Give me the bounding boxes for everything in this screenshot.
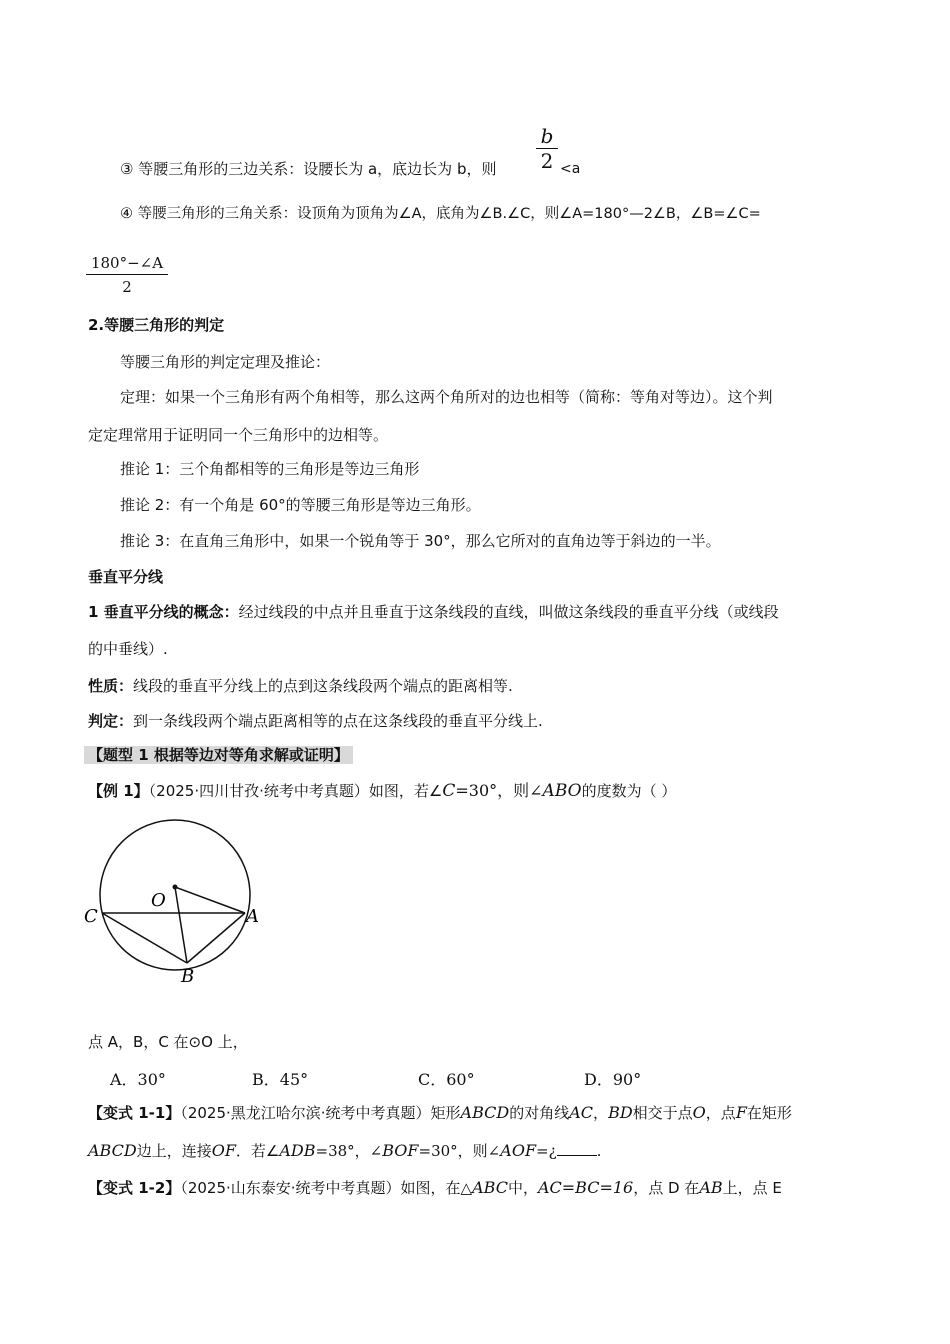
section-2-intro: 等腰三角形的判定定理及推论： bbox=[120, 353, 331, 371]
perp-concept-text: 经过线段的中点并且垂直于这条线段的直线，叫做这条线段的垂直平分线（或线段 bbox=[238, 603, 779, 621]
circle-figure bbox=[80, 810, 280, 990]
corollary-2: 推论 2：有一个角是 60°的等腰三角形是等边三角形。 bbox=[120, 496, 481, 514]
center-point bbox=[173, 885, 178, 890]
option-d: D．90° bbox=[584, 1070, 642, 1089]
topic-1-heading-text: 【题型 1 根据等边对等角求解或证明】 bbox=[84, 746, 353, 764]
segment-ob bbox=[175, 887, 187, 963]
label-c: C bbox=[84, 906, 98, 927]
topic-1-heading bbox=[84, 744, 353, 766]
answer-blank bbox=[557, 1141, 597, 1156]
option-b: B．45° bbox=[252, 1070, 309, 1089]
theorem-line-2: 定定理常用于证明同一个三角形中的边相等。 bbox=[88, 426, 389, 444]
corollary-3: 推论 3：在直角三角形中，如果一个锐角等于 30°，那么它所对的直角边等于斜边的一半。 bbox=[120, 532, 721, 550]
segment-cb bbox=[102, 913, 187, 963]
circle-o bbox=[100, 820, 250, 970]
corollary-1: 推论 1：三个角都相等的三角形是等边三角形 bbox=[120, 460, 420, 478]
label-b: B bbox=[181, 966, 195, 987]
perp-title: 垂直平分线 bbox=[88, 568, 164, 586]
property-text: 线段的垂直平分线上的点到这条线段两个端点的距离相等. bbox=[133, 677, 513, 695]
judge-text: 到一条线段两个端点距离相等的点在这条线段的垂直平分线上. bbox=[133, 712, 543, 730]
judge-label: 判定： bbox=[88, 712, 134, 730]
example-1-line: 【例 1】（2025·四川甘孜·统考中考真题）如图，若∠C=30°，则∠ABO的度数为（ ） bbox=[88, 781, 677, 801]
variant-1-1-line-2: ABCD边上，连接OF．若∠ADB=38°，∠BOF=30°，则∠AOF=¿ . bbox=[88, 1141, 602, 1160]
variant-1-1-label: 【变式 1-1】 bbox=[88, 1104, 181, 1122]
example-1-label: 【例 1】 bbox=[88, 782, 149, 800]
item-4-fraction bbox=[86, 252, 168, 299]
example-1-note: 点 A，B，C 在⊙O 上， bbox=[88, 1033, 248, 1051]
option-a: A．30° bbox=[110, 1070, 166, 1089]
label-a: A bbox=[246, 906, 259, 927]
label-o: O bbox=[151, 890, 166, 911]
variant-1-1-line-1: 【变式 1-1】（2025·黑龙江哈尔滨·统考中考真题）矩形ABCD的对角线AC，BD相交于点O，点F在矩形 bbox=[88, 1103, 792, 1122]
item-3-fraction bbox=[536, 124, 558, 173]
segment-oa bbox=[175, 887, 245, 913]
variant-1-2-line: 【变式 1-2】（2025·山东泰安·统考中考真题）如图，在△ABC中，AC=BC=16，点 D 在AB上，点 E bbox=[88, 1178, 782, 1197]
item-3-line bbox=[120, 158, 496, 180]
section-2-title: 2.等腰三角形的判定 bbox=[88, 316, 225, 334]
fraction-numerator: 180°−∠A bbox=[90, 254, 164, 272]
item-3-tail: <a bbox=[560, 161, 581, 177]
perp-concept-2: 的中垂线）. bbox=[88, 640, 168, 658]
perp-judge bbox=[88, 710, 543, 732]
option-c: C．60° bbox=[418, 1070, 475, 1089]
item-4-line: ④ 等腰三角形的三角关系：设顶角为顶角为∠A，底角为∠B.∠C，则∠A=180°—2∠B，∠B=∠C= bbox=[120, 206, 761, 222]
fraction-numerator: b bbox=[540, 124, 554, 148]
variant-1-2-label: 【变式 1-2】 bbox=[88, 1179, 181, 1197]
perp-concept-label: 1 垂直平分线的概念： bbox=[88, 603, 239, 621]
perp-concept bbox=[88, 601, 779, 623]
property-label: 性质： bbox=[88, 677, 134, 695]
theorem-line-1: 定理：如果一个三角形有两个角相等，那么这两个角所对的边也相等（简称：等角对等边）。这个判 bbox=[120, 388, 773, 406]
perp-property bbox=[88, 675, 513, 697]
fraction-denominator: 2 bbox=[540, 149, 554, 173]
item-3-text: ③ 等腰三角形的三边关系：设腰长为 a，底边长为 b，则 bbox=[120, 160, 497, 178]
fraction-denominator: 2 bbox=[122, 278, 132, 296]
